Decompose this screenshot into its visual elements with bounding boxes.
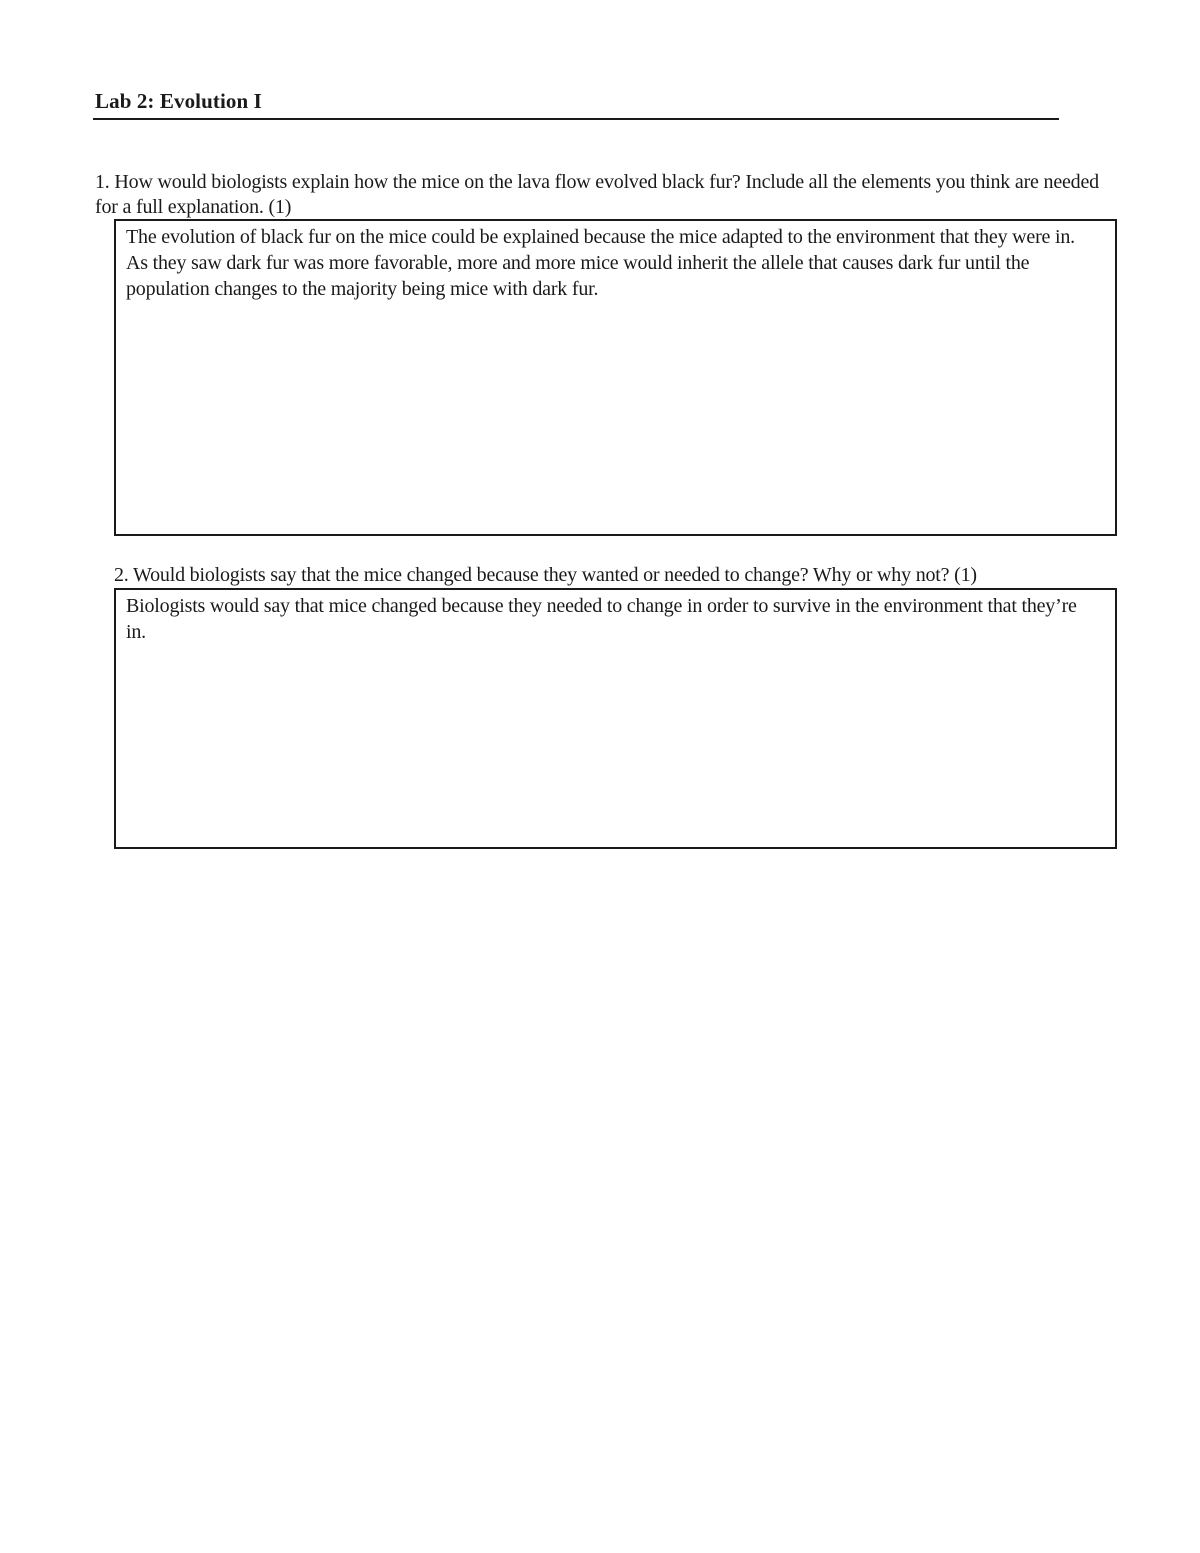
answer-2-text: Biologists would say that mice changed because they needed to change in order to survive in the environment that they’re in.: [126, 595, 1077, 643]
question-2-prompt: 2. Would biologists say that the mice changed because they wanted or needed to change? Why or why not? (1): [114, 564, 977, 586]
answer-2-box[interactable]: [114, 588, 1117, 849]
answer-1-text: The evolution of black fur on the mice could be explained because the mice adapted to the environment that they were in. As they saw dark fur was more favorable, more and more mice would inherit the allele that causes dark fur until the population changes to the majority being mice with dark fur.: [126, 226, 1075, 300]
title-underline: [93, 118, 1059, 120]
page-title: Lab 2: Evolution I: [95, 89, 262, 113]
answer-1-box[interactable]: [114, 219, 1117, 536]
question-1-prompt: 1. How would biologists explain how the mice on the lava flow evolved black fur? Include all the elements you think are needed for a full explanation. (1): [95, 171, 1099, 218]
